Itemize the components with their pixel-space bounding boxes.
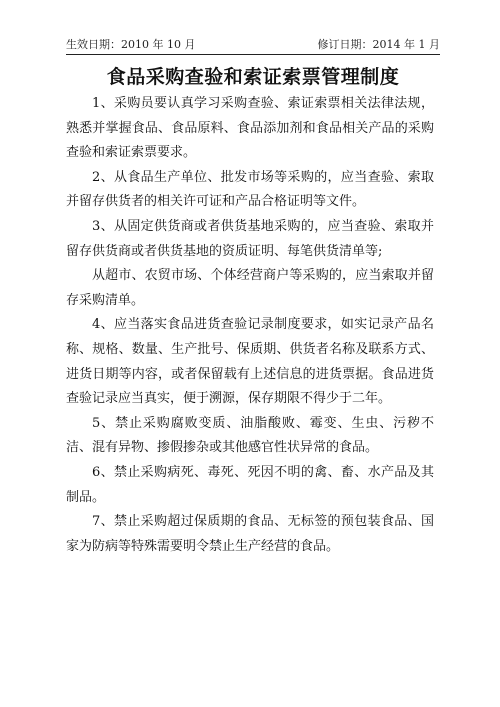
paragraph-4: 4、应当落实食品进货查验记录制度要求，如实记录产品名称、规格、数量、生产批号、保质期、供货者名称及联系方式、进货日期等内容，或者保留载有上述信息的进货票据。食品进货查验记录应当真实，便于溯源，保存期限不得少于二年。 <box>66 317 434 407</box>
document-title: 食品采购查验和索证索票管理制度 <box>106 66 400 88</box>
effective-date: 生效日期：2010 年 10 月 <box>66 38 196 51</box>
paragraph-6: 6、禁止采购病死、毒死、死因不明的禽、畜、水产品及其制品。 <box>66 464 434 505</box>
paragraph-5: 5、禁止采购腐败变质、油脂酸败、霉变、生虫、污秽不洁、混有异物、掺假掺杂或其他感官性状异常的食品。 <box>66 415 434 456</box>
paragraph-1: 1、采购员要认真学习采购查验、索证索票相关法律法规，熟悉并掌握食品、食品原料、食品添加剂和食品相关产品的采购查验和索证索票要求。 <box>66 96 434 161</box>
page-header <box>66 34 440 55</box>
paragraph-3: 3、从固定供货商或者供货基地采购的，应当查验、索取并留存供货商或者供货基地的资质证明、每笔供货清单等; <box>66 218 434 259</box>
document-body <box>66 92 434 559</box>
paragraph-2: 2、从食品生产单位、批发市场等采购的，应当查验、索取并留存供货者的相关许可证和产品合格证明等文件。 <box>66 169 434 210</box>
paragraph-3-continued: 从超市、农贸市场、个体经营商户等采购的，应当索取并留存采购清单。 <box>66 268 434 308</box>
paragraph-7: 7、禁止采购超过保质期的食品、无标签的预包装食品、国家为防病等特殊需要明令禁止生产经营的食品。 <box>66 514 434 554</box>
revision-date: 修订日期：2014 年 1 月 <box>317 38 440 51</box>
